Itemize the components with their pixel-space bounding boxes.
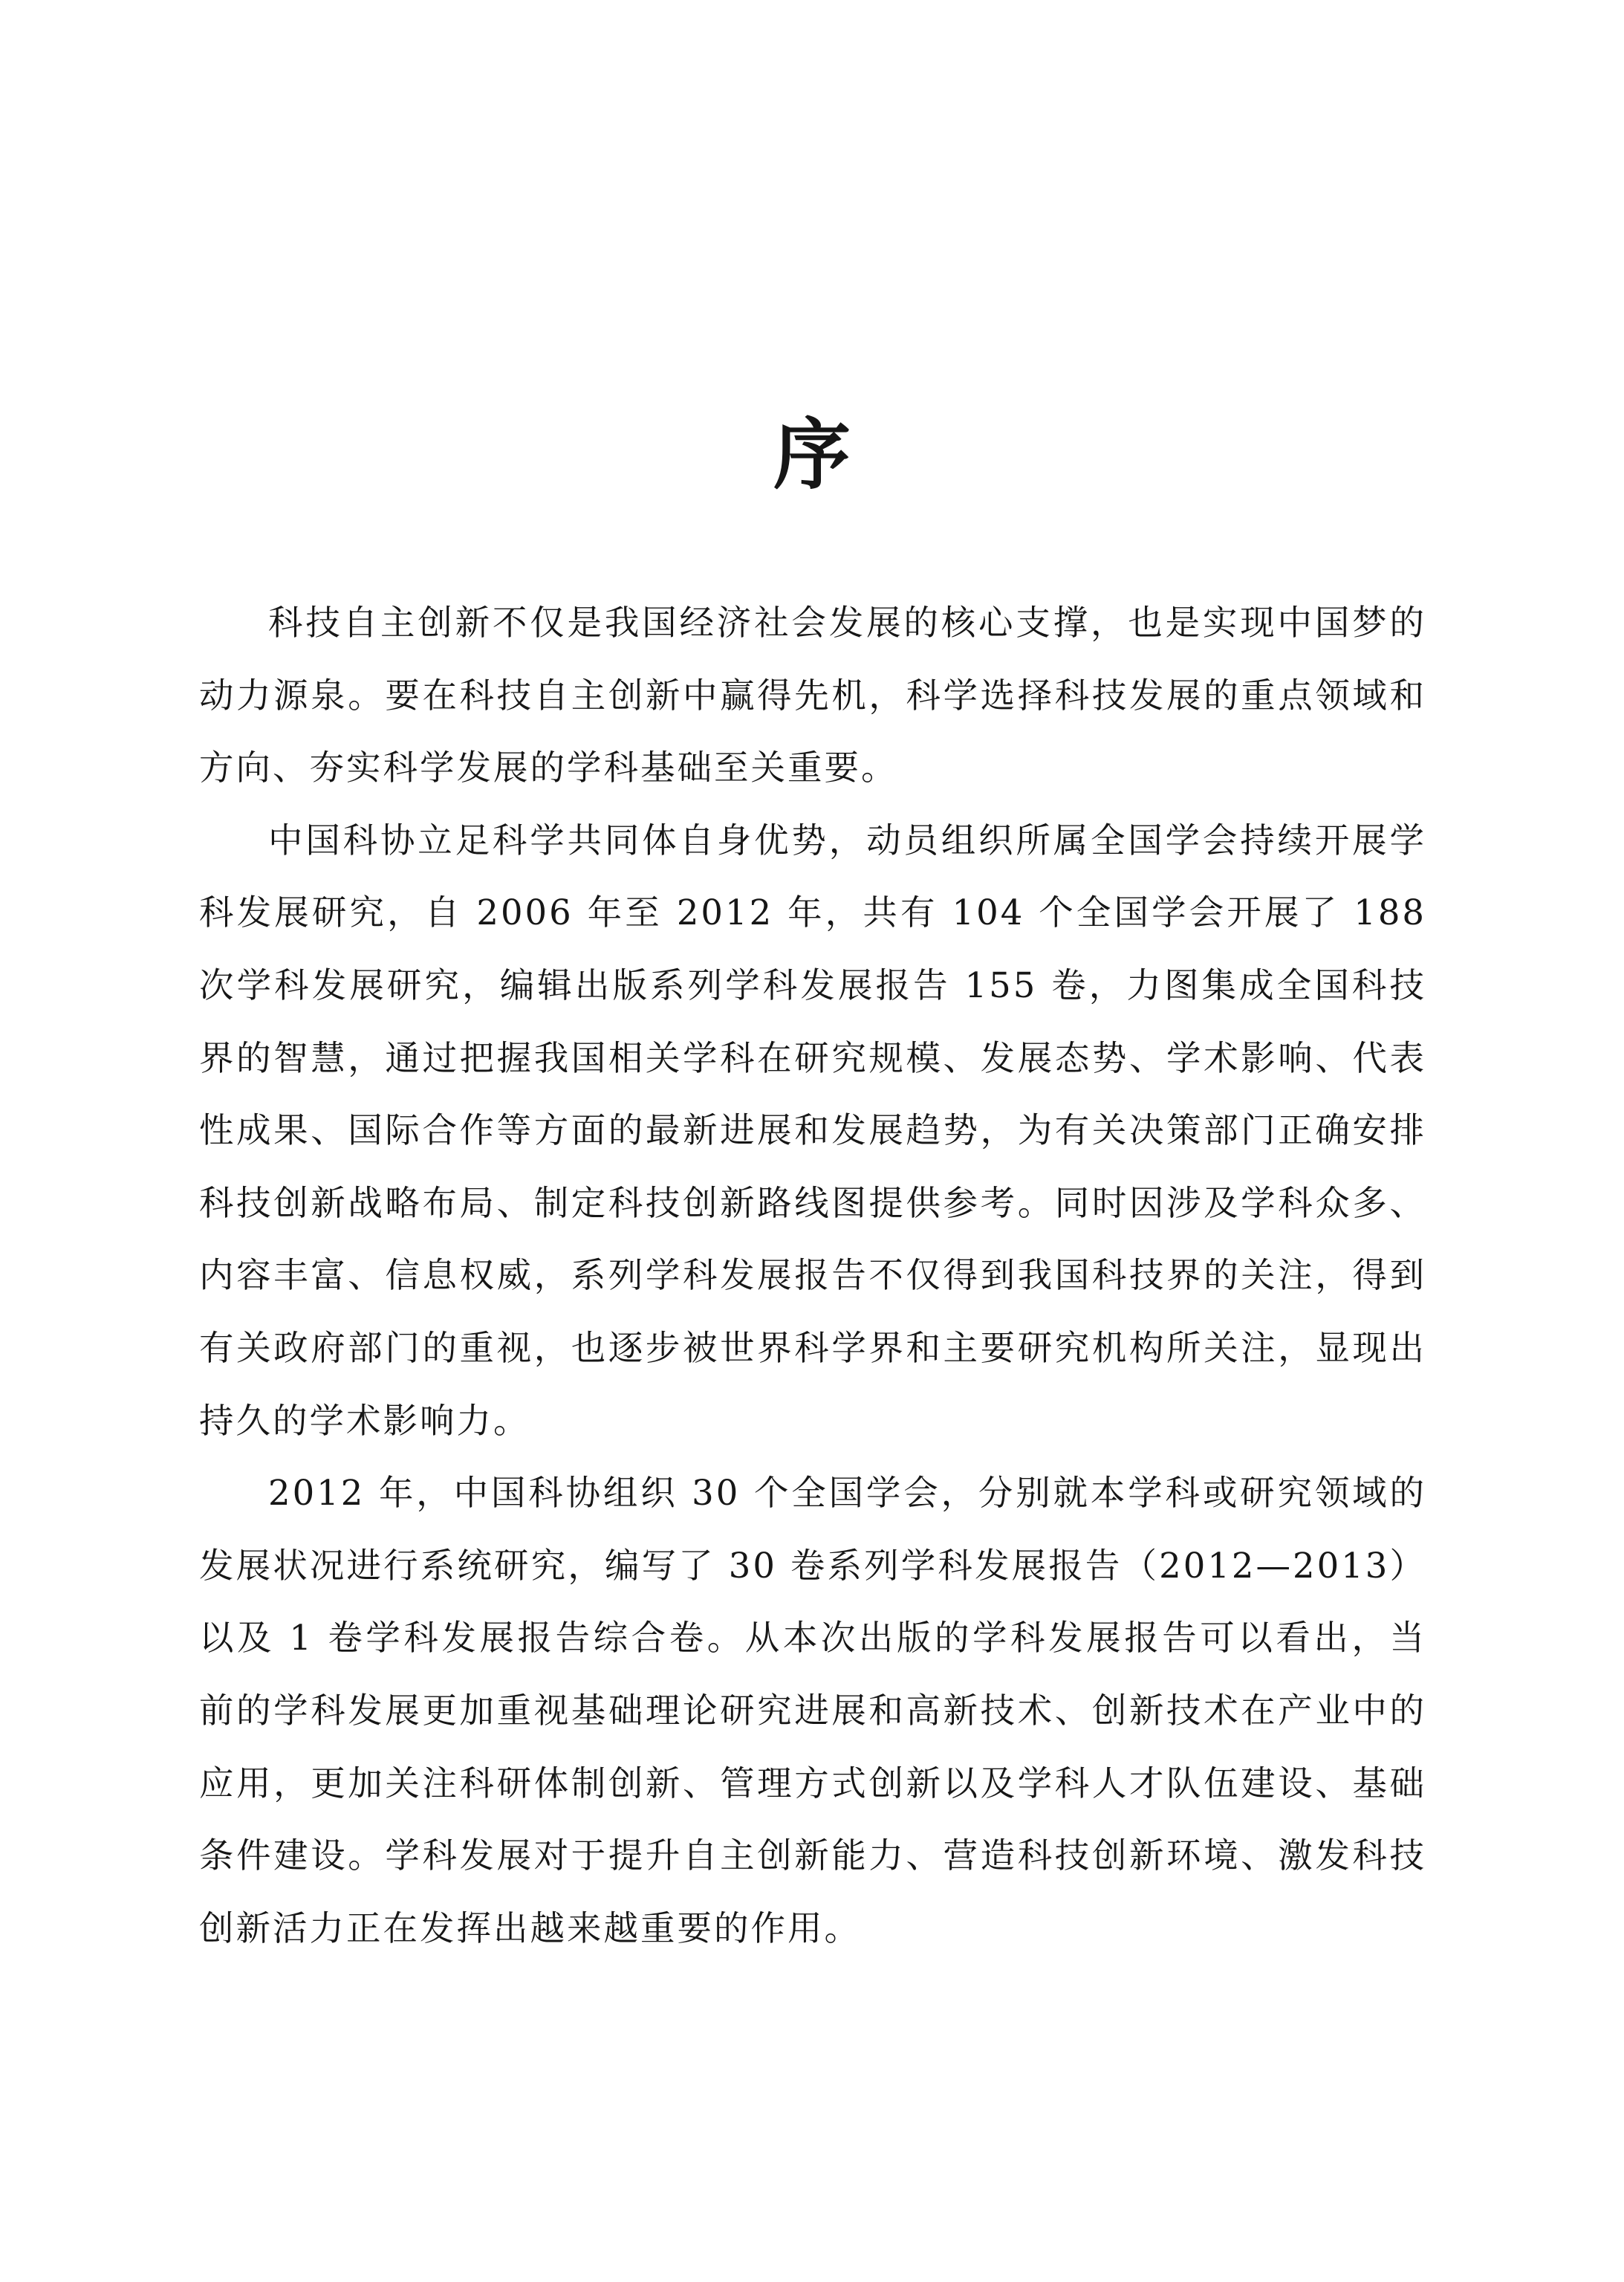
paragraph-2: 中国科协立足科学共同体自身优势，动员组织所属全国学会持续开展学科发展研究，自 2006 年至 2012 年，共有 104 个全国学会开展了 188 次学科发展研究，编辑出版系列学科发展报告 155 卷，力图集成全国科技界的智慧，通过把握我国相关学科在研究规模、发展态势、学术影响、代表性成果、国际合作等方面的最新进展和发展趋势，为有关决策部门正确安排科技创新战略布局、制定科技创新路线图提供参考。同时因涉及学科众多、内容丰富、信息权威，系列学科发展报告不仅得到我国科技界的关注，得到有关政府部门的重视，也逐步被世界科学界和主要研究机构所关注，显现出持久的学术影响力。 [199,820,1426,1441]
paragraph-1: 科技自主创新不仅是我国经济社会发展的核心支撑，也是实现中国梦的动力源泉。要在科技自主创新中赢得先机，科学选择科技发展的重点领域和方向、夯实科学发展的学科基础至关重要。 [199,603,1426,788]
page-title: 序 [773,408,851,500]
paragraph-3: 2012 年，中国科协组织 30 个全国学会，分别就本学科或研究领域的发展状况进行系统研究，编写了 30 卷系列学科发展报告（2012—2013）以及 1 卷学科发展报告综合卷。从本次出版的学科发展报告可以看出，当前的学科发展更加重视基础理论研究进展和高新技术、创新技术在产业中的应用，更加关注科研体制创新、管理方式创新以及学科人才队伍建设、基础条件建设。学科发展对于提升自主创新能力、营造科技创新环境、激发科技创新活力正在发挥出越来越重要的作用。 [199,1473,1426,1948]
document-body [199,587,1426,1965]
